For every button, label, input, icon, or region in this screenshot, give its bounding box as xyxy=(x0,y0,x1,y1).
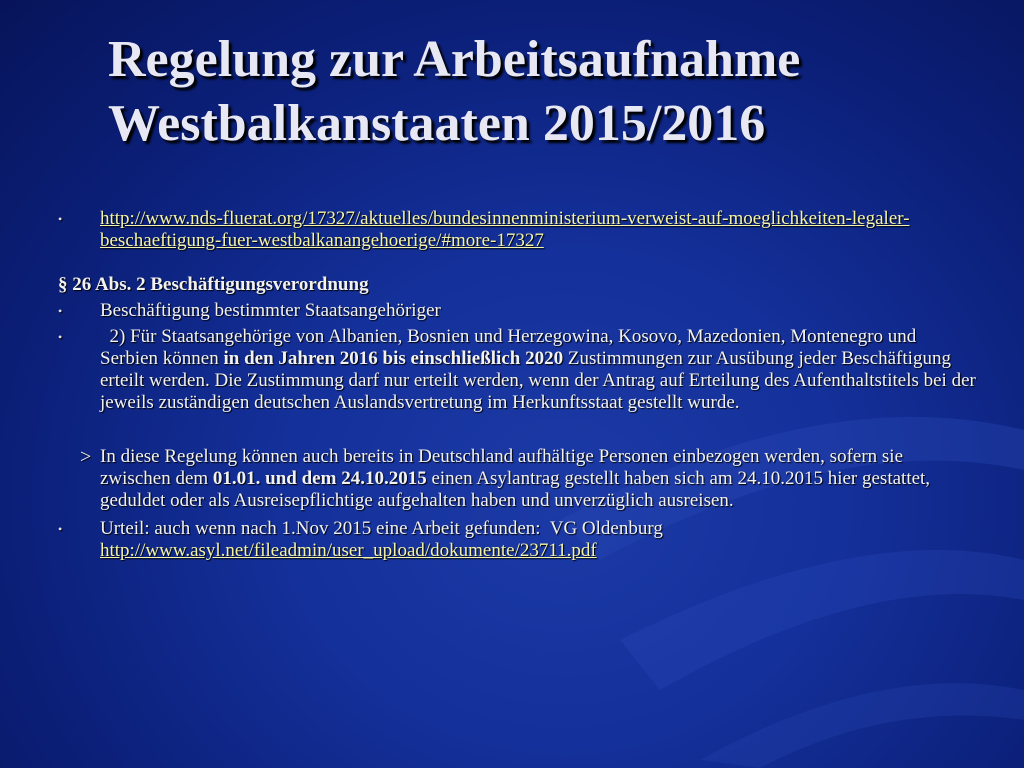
title-line-1: Regelung zur Arbeitsaufnahme xyxy=(108,31,801,88)
asyl-net-link[interactable]: http://www.asyl.net/fileadmin/user_upload/dokumente/23711.pdf xyxy=(100,540,597,561)
bullet-icon: • xyxy=(58,522,63,536)
para3-date-1: 01.01. xyxy=(212,468,261,489)
bullet-icon: • xyxy=(58,212,63,226)
section-heading: § 26 Abs. 2 Beschäftigungsverordnung xyxy=(58,274,369,295)
para3-date-2: 24.10.2015 xyxy=(341,468,427,489)
title-line-2: Westbalkanstaaten 2015/2016 xyxy=(108,95,766,152)
list-item-judgement xyxy=(58,518,978,562)
list-item-paragraph-2 xyxy=(58,326,978,414)
list-item-employment xyxy=(58,300,978,322)
arrow-icon: > xyxy=(80,446,92,468)
slide-title xyxy=(108,28,988,156)
para3-mid: und dem xyxy=(260,468,342,489)
para2-text-b: Zustimmungen zur Ausübung jeder Beschäftigung erteilt werden. Die Zustimmung darf nur erteilt werden, wenn der Antrag auf Erteilung des Aufenthaltstitels bei der jeweils zuständigen deutschen Auslandsvertretung im Herkunftsstaat gestellt wurde. xyxy=(100,348,976,413)
bullet-icon: • xyxy=(58,304,63,318)
list-item-link xyxy=(58,208,978,252)
para2-text-a: 2) Für Staatsangehörige von Albanien, Bosnien und Herzegowina, Kosovo, Mazedonien, Montenegro und Serbien können xyxy=(100,326,922,369)
judgement-text: Urteil: auch wenn nach 1.Nov 2015 eine Arbeit gefunden: VG Oldenburg xyxy=(100,518,668,539)
list-item-regulation-note xyxy=(58,446,978,512)
slide-body xyxy=(58,208,978,562)
para3-text-a: In diese Regelung können auch bereits in Deutschland aufhältige Personen einbezogen werden, sofern sie zwischen dem xyxy=(100,446,913,489)
bullet-icon: • xyxy=(58,330,63,344)
employment-text: Beschäftigung bestimmter Staatsangehöriger xyxy=(100,300,441,321)
para2-bold-years: in den Jahren 2016 bis einschließlich 2020 xyxy=(223,348,564,369)
para3-text-b: einen Asylantrag gestellt haben sich am 24.10.2015 hier gestattet, geduldet oder als Ausreisepflichtige aufgehalten haben und unverzüglich ausreisen. xyxy=(100,468,931,511)
nds-fluerat-link[interactable]: http://www.nds-fluerat.org/17327/aktuelles/bundesinnenministerium-verweist-auf-moeglichkeiten-legaler-beschaeftigung-fuer-westbalkanangehoerige/#more-17327 xyxy=(100,208,910,251)
